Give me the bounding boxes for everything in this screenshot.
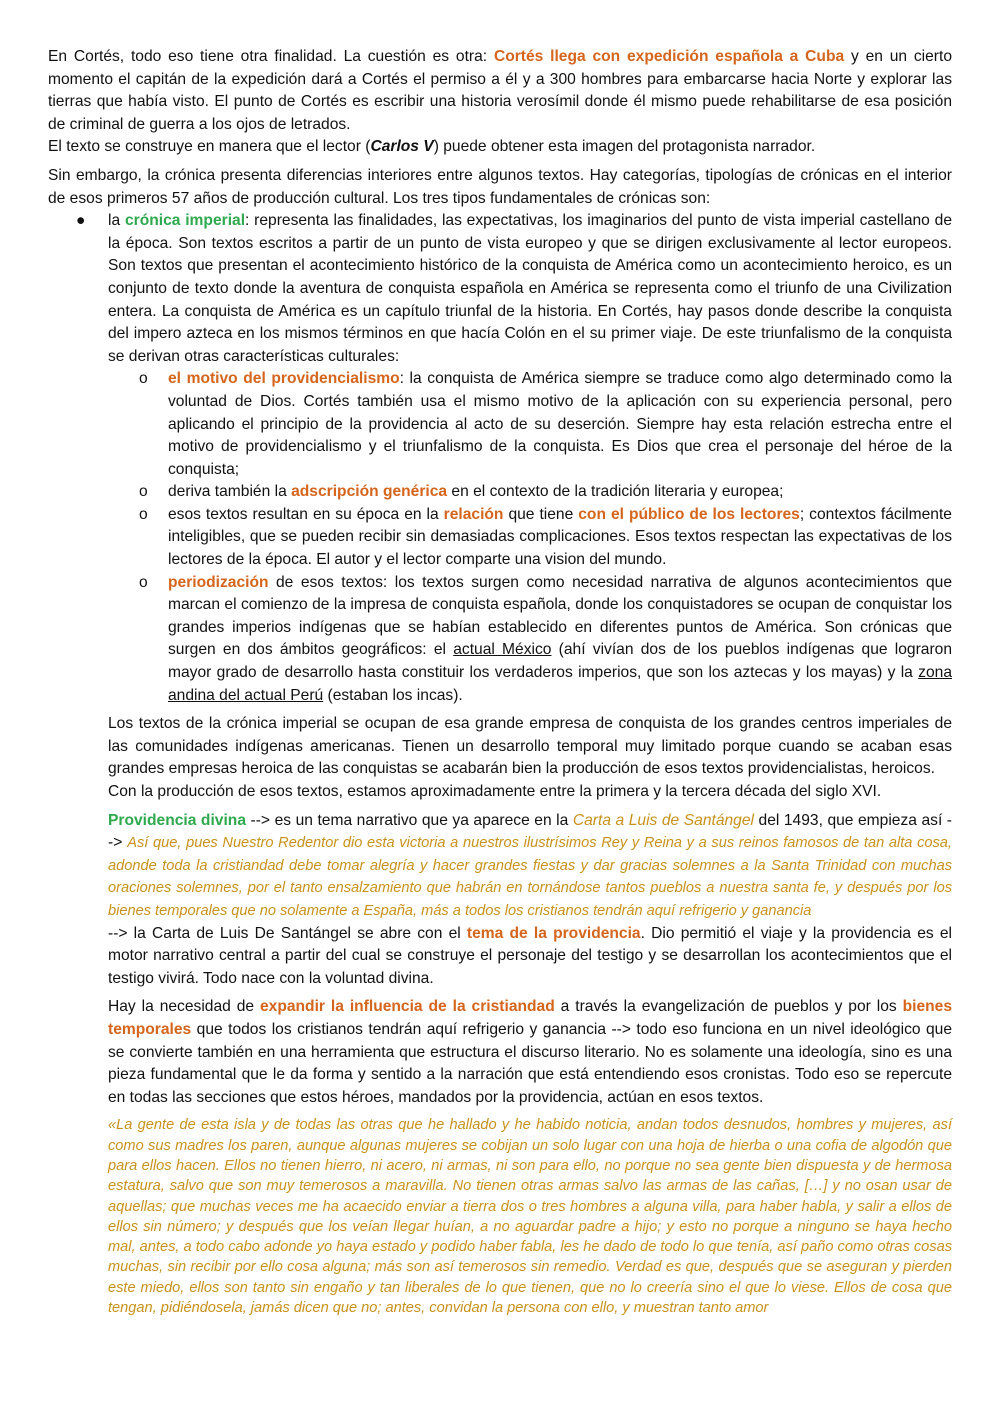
sub-item-relacion: [108, 504, 952, 572]
paragraph-providencia-divina: [108, 810, 952, 991]
highlight-periodizacion: periodización: [168, 573, 269, 591]
text-run: que todos los cristianos tendrán aquí refrigerio y ganancia --> todo eso funciona en un nivel ideológico que se convierte también en una herramienta que estructura el discurso literario. No es solamente una ideología, sino es una pieza fundamental que le da forma y sentido a la narración que está entendiendo esos cronistas. Todo eso se repercute en todas las secciones que estos héroes, mandados por la providencia, actúan en esos textos.: [108, 1020, 952, 1106]
highlight-providencia-divina: Providencia divina: [108, 811, 246, 829]
circle-bullet-icon: o: [139, 483, 148, 501]
document-page: [48, 46, 952, 1318]
text-run: El texto se construye en manera que el lector (: [48, 138, 371, 156]
paragraph-expandir-cristiandad: [108, 996, 952, 1109]
highlight-cronica-imperial: crónica imperial: [124, 212, 246, 230]
highlight-adscripcion: adscripción genérica: [291, 483, 448, 501]
highlight-relacion: relación: [443, 505, 504, 523]
underline-mexico: actual México: [453, 641, 552, 659]
circle-bullet-icon: o: [139, 573, 148, 591]
sub-characteristics-list: [108, 368, 952, 707]
text-run: de esos textos: los textos surgen como necesidad narrativa de algunos acontecimientos que marcan el comienzo de la impresa de conquista española, donde los conquistadores se ocupan de conquistar los grandes imperios indígenas que se habían establecido en diferentes puntos de América. Son crónicas que surgen en dos ámbitos geográficos: el: [168, 573, 952, 659]
circle-bullet-icon: o: [139, 505, 148, 523]
quote-santangel: Así que, pues Nuestro Redentor dio esta victoria a nuestros ilustrísimos Rey y Reina y a sus reinos famosos de tan alta cosa, adonde toda la cristiandad debe tomar alegría y hacer grandes fiestas y dar gracias solemnes a la Santa Trinidad con muchas oraciones solemnes, por el tanto ensalzamiento que habrán en tornándose tantos pueblos a nuestra santa fe, y después por los bienes temporales que no solamente a España, más a todos los cristianos tendrán aquí refrigerio y ganancia: [108, 835, 952, 919]
text-run: --> la Carta de Luis De Santángel se abre con el: [108, 924, 467, 942]
paragraph-lector-carlos: [48, 136, 952, 159]
text-run: : representa las finalidades, las expectativas, los imaginarios del punto de vista imperial castellano de la época. Son textos escritos a partir de un punto de vista europeo y que se dirigen exclusivamente al lector europeos. Son textos que presentan el acontecimiento histórico de la conquista de América como un acontecimiento heroico, es un conjunto de texto donde la aventura de conquista española en América se representa como el triunfo de una Civilization entera. La conquista de América es un capítulo triunfal de la historia. En Cortés, hay pasos donde describe la conquista del impero azteca en los mismos términos en que hacía Colón en el su primer viaje. De este triunfalismo de la conquista se derivan otras características culturales:: [108, 212, 952, 365]
title-carta-santangel: Carta a Luis de Santángel: [572, 811, 754, 829]
text-run: la: [108, 212, 125, 230]
text-run: ) puede obtener esta imagen del protagonista narrador.: [433, 138, 816, 156]
text-run: en el contexto de la tradición literaria y europea;: [447, 483, 784, 501]
highlight-publico: con el público de los lectores: [578, 505, 800, 523]
text-run: En Cortés, todo eso tiene otra finalidad. La cuestión es otra:: [48, 48, 494, 65]
text-run: a través la evangelización de pueblos y por los: [554, 998, 903, 1016]
text-run: . Dio permitió el viaje y la providencia es el motor narrativo central a partir del cual se construye el personaje del testigo y se desarrollan los acontecimientos que el testigo vivirá. Todo nace con la voluntad divina.: [108, 924, 952, 987]
text-run: que tiene: [503, 505, 579, 523]
paragraph-cronica-imperial-textos: Los textos de la crónica imperial se ocupan de esa grande empresa de conquista de los grandes centros imperiales de las comunidades indígenas americanas. Tienen un desarrollo temporal muy limitado porque cuando se acaban esas grandes empresas heroica de las conquistas se acabarán bien la producción de esos textos providencialistas, heroicos.: [108, 715, 952, 778]
text-run: (ahí vivían dos de los pueblos indígenas que lograron mayor grado de desarrollo hasta constituir los verdaderos imperios, que son los aztecas y los mayas) y la: [168, 641, 952, 682]
paragraph-tipos-cronicas: Sin embargo, la crónica presenta diferencias interiores entre algunos textos. Hay categorías, tipologías de crónicas en el interior de esos primeros 57 años de producción cultural. Los tres tipos fundamentales de crónicas son:: [48, 166, 952, 207]
highlight-bienes-temporales: bienes temporales: [108, 998, 953, 1038]
circle-bullet-icon: o: [139, 370, 148, 388]
sub-item-providencialismo: [108, 368, 952, 481]
paragraph-cortes-intro: [48, 46, 952, 136]
underline-peru: zona andina del actual Perú: [168, 664, 952, 704]
emphasis-carlos-v: Carlos V: [370, 138, 434, 156]
chronicle-types-list: [48, 210, 952, 707]
text-run: : la conquista de América siempre se traduce como algo determinado como la voluntad de Dios. Cortés también usa el mismo motivo de la aplicación con su experiencia personal, pero aplicando el principio de la providencia al acto de su deserción. Siempre hay esta relación estrecha entre el motivo de providencialismo y el triunfalismo de la conquista. Es Dios que crea el personaje del héroe de la conquista;: [168, 370, 952, 478]
text-run: (estaban los incas).: [323, 686, 463, 704]
highlight-providencialismo: el motivo del providencialismo: [168, 370, 400, 388]
text-run: del 1493, que empieza así -->: [108, 811, 952, 852]
quote-colon-carta: «La gente de esta isla y de todas las otras que he hallado y he habido noticia, andan todos desnudos, hombres y mujeres, así como sus madres los paren, aunque algunas mujeres se cobijan un solo lugar con una hoja de hierba o una cofia de algodón que para ellos hacen. Ellos no tienen hierro, ni acero, ni armas, ni son para ello, no porque no sea gente bien dispuesta y de hermosa estatura, salvo que son muy temerosos a maravilla. No tienen otras armas salvo las armas de las cañas, […] y no osan usar de aquellas; que muchas veces me ha acaecido enviar a tierra dos o tres hombres a alguna villa, para haber habla, y salir a ellos de ellos sin número; y después que los veían llegar huían, a no aguardar padre a hijo; y esto no porque a ninguno se haya hecho mal, antes, a todo cabo adonde yo haya estado y podido haber fabla, les he dado de todo lo que tenía, así paño como otras cosas muchas, sin recibir por ello cosa alguna; más son así temerosos sin remedio. Verdad es que, después que se aseguran y pierden este miedo, ellos son tanto sin engaño y tan liberales de lo que tienen, que no lo creería sino el que lo viese. Ellos de cosa que tengan, pidiéndosela, jamás dicen que no; antes, convidan la persona con ello, y muestran tanto amor: [108, 1117, 952, 1316]
highlight-cortes-cuba: Cortés llega con expedición española a Cuba: [493, 48, 845, 65]
highlight-expandir: expandir la influencia de la cristiandad: [259, 998, 555, 1016]
sub-item-adscripcion: [108, 481, 952, 504]
text-run: deriva también la: [168, 483, 292, 501]
highlight-tema-providencia: tema de la providencia: [466, 924, 641, 942]
text-run: y en un cierto momento el capitán de la expedición dará a Cortés el permiso a él y a 300 hombres para embarcarse hacia Norte y explorar las tierras que había visto. El punto de Cortés es escribir una historia verosímil donde él mismo puede rehabilitarse de esa posición de criminal de guerra a los ojos de letrados.: [48, 48, 953, 133]
paragraph-decadas: Con la producción de esos textos, estamos aproximadamente entre la primera y la tercera década del siglo XVI.: [108, 783, 882, 800]
sub-item-periodizacion: [108, 572, 952, 708]
list-item-cronica-imperial: [48, 210, 952, 707]
text-run: esos textos resultan en su época en la: [168, 505, 444, 523]
bullet-icon: ●: [76, 212, 86, 230]
text-run: --> es un tema narrativo que ya aparece en la: [246, 811, 573, 829]
text-run: Hay la necesidad de: [108, 998, 260, 1016]
text-run: ; contextos fácilmente inteligibles, que se pueden recibir sin demasiadas complicaciones. Esos textos respectan las expectativas de los lectores de la época. El autor y el lector comparte una vision del mundo.: [168, 505, 952, 569]
